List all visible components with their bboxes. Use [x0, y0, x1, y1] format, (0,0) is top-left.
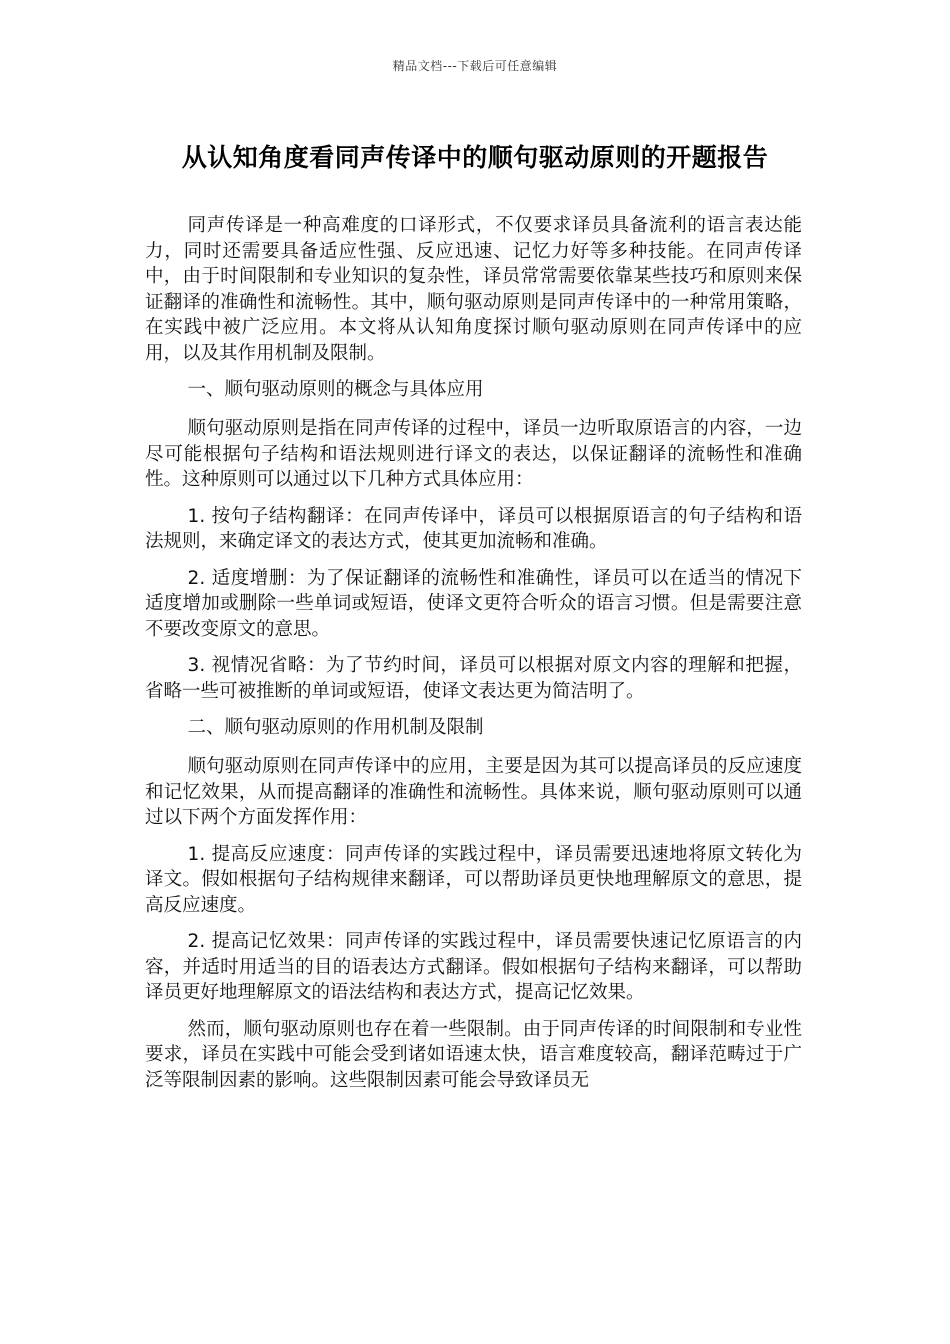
- document-title: 从认知角度看同声传译中的顺句驱动原则的开题报告: [181, 143, 769, 172]
- list-item-mechanism-2: 2. 提高记忆效果：同声传译的实践过程中，译员需要快速记忆原语言的内容，并适时用适当的目的语表达方式翻译。假如根据句子结构来翻译，可以帮助译员更好地理解原文的语法结构和表达方式，提高记忆效果。: [145, 931, 802, 1003]
- paragraph-intro: 同声传译是一种高难度的口译形式，不仅要求译员具备流利的语言表达能力，同时还需要具备适应性强、反应迅速、记忆力好等多种技能。在同声传译中，由于时间限制和专业知识的复杂性，译员常常需要依靠某些技巧和原则来保证翻译的准确性和流畅性。其中，顺句驱动原则是同声传译中的一种常用策略，在实践中被广泛应用。本文将从认知角度探讨顺句驱动原则在同声传译中的应用，以及其作用机制及限制。: [145, 215, 802, 364]
- list-item-application-3: 3. 视情况省略：为了节约时间，译员可以根据对原文内容的理解和把握，省略一些可被推断的单词或短语，使译文表达更为简洁明了。: [145, 655, 802, 702]
- document-body: [145, 213, 802, 1104]
- section-heading-1: 一、顺句驱动原则的概念与具体应用: [187, 379, 484, 400]
- list-item-application-1: 1. 按句子结构翻译：在同声传译中，译员可以根据原语言的句子结构和语法规则，来确定译文的表达方式，使其更加流畅和准确。: [145, 505, 802, 552]
- paragraph-mechanism: 顺句驱动原则在同声传译中的应用，主要是因为其可以提高译员的反应速度和记忆效果，从而提高翻译的准确性和流畅性。具体来说，顺句驱动原则可以通过以下两个方面发挥作用：: [145, 756, 802, 828]
- paragraph-definition: 顺句驱动原则是指在同声传译的过程中，译员一边听取原语言的内容，一边尽可能根据句子结构和语法规则进行译文的表达，以保证翻译的流畅性和准确性。这种原则可以通过以下几种方式具体应用：: [145, 418, 802, 490]
- paragraph-limitations: 然而，顺句驱动原则也存在着一些限制。由于同声传译的时间限制和专业性要求，译员在实践中可能会受到诸如语速太快，语言难度较高，翻译范畴过于广泛等限制因素的影响。这些限制因素可能会导致译员无: [145, 1018, 802, 1091]
- list-item-application-2: 2. 适度增删：为了保证翻译的流畅性和准确性，译员可以在适当的情况下适度增加或删除一些单词或短语，使译文更符合听众的语言习惯。但是需要注意不要改变原文的意思。: [145, 567, 802, 640]
- page-header-note: 精品文档---下载后可任意编辑: [392, 59, 558, 73]
- section-heading-2: 二、顺句驱动原则的作用机制及限制: [187, 717, 484, 738]
- list-item-mechanism-1: 1. 提高反应速度：同声传译的实践过程中，译员需要迅速地将原文转化为译文。假如根据句子结构规律来翻译，可以帮助译员更快地理解原文的意思，提高反应速度。: [145, 843, 802, 916]
